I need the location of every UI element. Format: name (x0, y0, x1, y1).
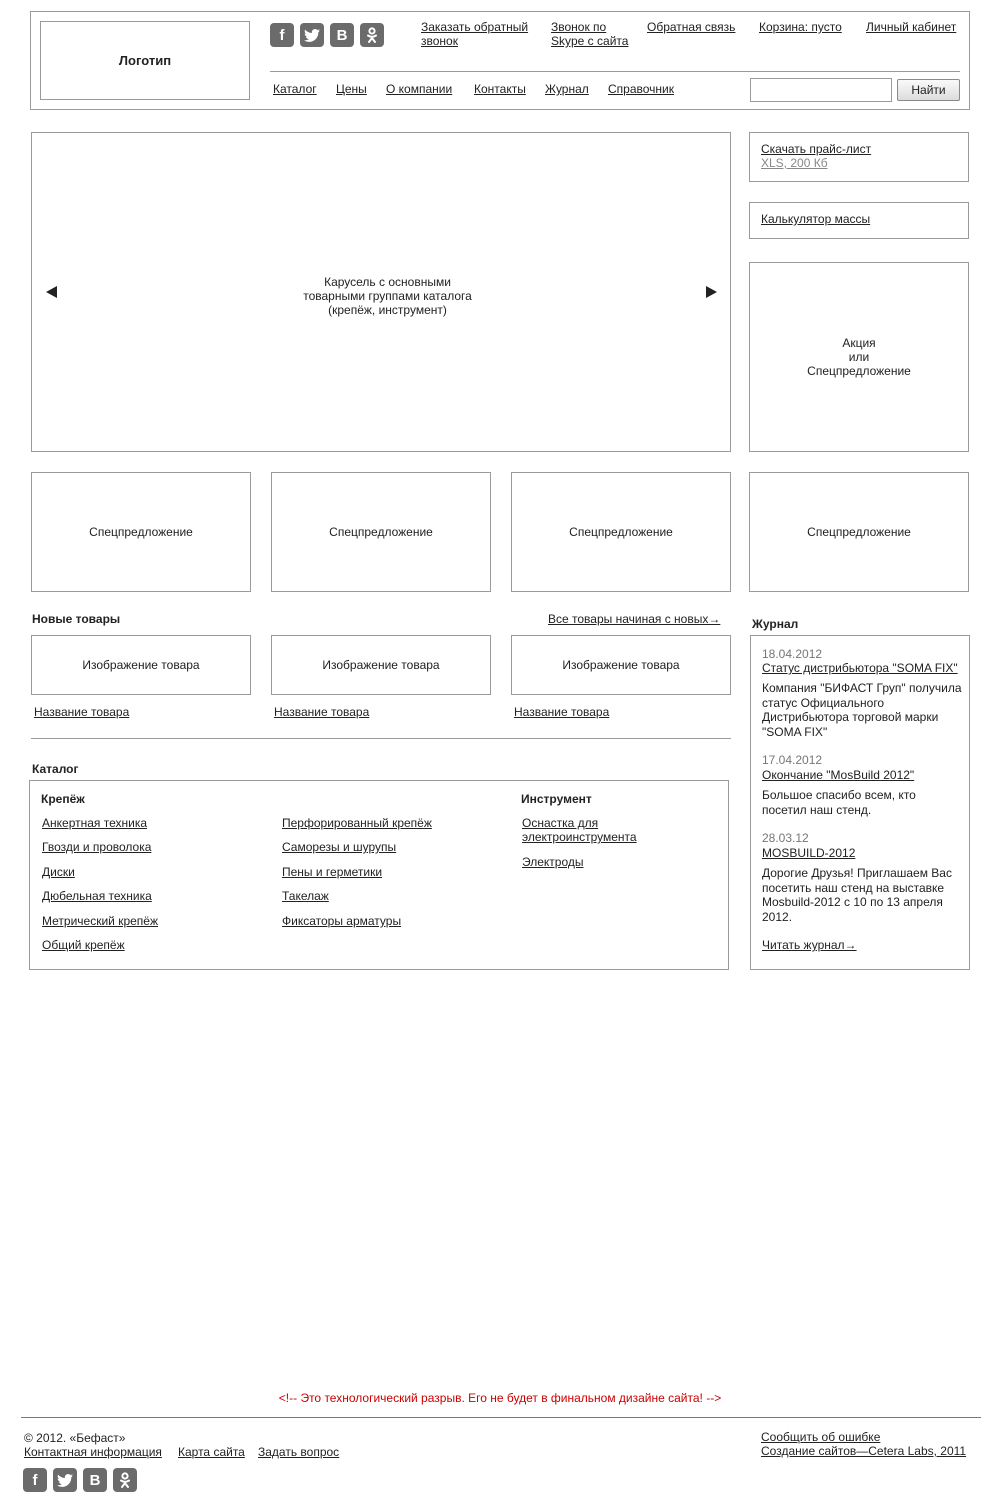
footer-contacts-link[interactable]: Контактная информация (24, 1445, 162, 1459)
new-products-title: Новые товары (32, 612, 121, 626)
facebook-icon[interactable]: f (270, 23, 294, 47)
carousel-prev-icon[interactable] (46, 286, 57, 298)
feedback-link[interactable]: Обратная связь (647, 20, 736, 34)
catalog-title: Каталог (32, 762, 79, 776)
catalog-link[interactable]: Саморезы и шурупы (282, 840, 397, 854)
vkontakte-icon[interactable]: B (83, 1468, 107, 1492)
product-image[interactable]: Изображение товара (511, 635, 731, 695)
product-name-link[interactable]: Название товара (514, 705, 610, 719)
journal-entry-link[interactable]: Статус дистрибьютора "SOMA FIX" (762, 661, 958, 675)
nav-catalog[interactable]: Каталог (273, 82, 317, 96)
read-journal-link[interactable]: Читать журнал→ (762, 938, 857, 952)
product-image[interactable]: Изображение товара (31, 635, 251, 695)
catalog-link[interactable]: Дюбельная техника (42, 889, 152, 903)
journal-date: 28.03.12 (762, 831, 809, 845)
skype-call-link[interactable]: Звонок по Skype с сайта (551, 20, 629, 48)
catalog-link[interactable]: Гвозди и проволока (42, 840, 152, 854)
journal-title: Журнал (752, 617, 799, 631)
promo-block[interactable] (749, 262, 969, 452)
catalog-link[interactable]: Метрический крепёж (42, 914, 158, 928)
catalog-link[interactable]: Пены и герметики (282, 865, 383, 879)
catalog-tools-heading: Инструмент (521, 792, 592, 806)
product-image[interactable]: Изображение товара (271, 635, 491, 695)
special-offer[interactable]: Спецпредложение (511, 472, 731, 592)
nav-journal[interactable]: Журнал (545, 82, 589, 96)
catalog-link[interactable]: Анкертная техника (42, 816, 148, 830)
nav-reference[interactable]: Справочник (608, 82, 674, 96)
twitter-icon[interactable] (53, 1468, 77, 1492)
account-link[interactable]: Личный кабинет (866, 20, 957, 34)
header-divider (270, 71, 960, 72)
journal-entry-link[interactable]: Окончание "MosBuild 2012" (762, 768, 915, 782)
tech-break-note: <!-- Это технологический разрыв. Его не будет в финальном дизайне сайта! --> (278, 1391, 722, 1405)
catalog-link[interactable]: Электроды (522, 855, 584, 869)
mass-calculator-link[interactable]: Калькулятор массы (761, 212, 871, 226)
price-file-meta[interactable]: XLS, 200 Кб (761, 156, 828, 170)
copyright: © 2012. «Бефаст» (24, 1431, 126, 1445)
search-button[interactable]: Найти (897, 79, 960, 101)
product-name-link[interactable]: Название товара (274, 705, 370, 719)
promo-line: или (848, 350, 870, 364)
journal-date: 17.04.2012 (762, 753, 823, 767)
catalog-fasteners-heading: Крепёж (41, 792, 85, 806)
promo-line: Спецпредложение (807, 364, 911, 378)
download-price-link[interactable]: Скачать прайс-лист (761, 142, 872, 156)
special-offer[interactable]: Спецпредложение (271, 472, 491, 592)
footer-ask-link[interactable]: Задать вопрос (258, 1445, 340, 1459)
catalog-link[interactable]: Диски (42, 865, 75, 879)
journal-entry-text: Компания "БИФАСТ Груп" получила статус Официального Дистрибьютора торговой марки "SOMA FIX" (762, 681, 962, 739)
odnoklassniki-icon[interactable] (113, 1468, 137, 1492)
footer-divider (21, 1417, 981, 1418)
special-offer[interactable]: Спецпредложение (749, 472, 969, 592)
journal-date: 18.04.2012 (762, 647, 823, 661)
journal-entry-text: Дорогие Друзья! Приглашаем Вас посетить наш стенд на выставке Mosbuild-2012 с 10 по 13 апреля 2012. (762, 866, 952, 924)
nav-about[interactable]: О компании (386, 82, 453, 96)
catalog-link[interactable]: Такелаж (282, 889, 329, 903)
cart-link[interactable]: Корзина: пусто (759, 20, 842, 34)
twitter-icon[interactable] (300, 23, 324, 47)
callback-link[interactable]: Заказать обратный звонок (421, 20, 529, 48)
journal-entry-text: Большое спасибо всем, кто посетил наш стенд. (762, 788, 916, 817)
section-divider (31, 738, 731, 739)
vkontakte-icon[interactable]: B (330, 23, 354, 47)
all-products-link[interactable]: Все товары начиная с новых→ (548, 612, 721, 626)
credits-link[interactable]: Создание сайтов—Cetera Labs, 2011 (761, 1444, 967, 1458)
catalog-link[interactable]: Перфорированный крепёж (282, 816, 432, 830)
logo[interactable]: Логотип (40, 21, 250, 100)
footer-sitemap-link[interactable]: Карта сайта (178, 1445, 245, 1459)
journal-entry-link[interactable]: MOSBUILD-2012 (762, 846, 856, 860)
nav-prices[interactable]: Цены (336, 82, 367, 96)
facebook-icon[interactable]: f (23, 1468, 47, 1492)
search-input[interactable] (750, 78, 892, 102)
nav-contacts[interactable]: Контакты (474, 82, 526, 96)
odnoklassniki-icon[interactable] (360, 23, 384, 47)
catalog-link[interactable]: Фиксаторы арматуры (282, 914, 402, 928)
product-name-link[interactable]: Название товара (34, 705, 130, 719)
report-error-link[interactable]: Сообщить об ошибке (761, 1430, 881, 1444)
catalog-link[interactable]: Оснастка для электроинструмента (522, 816, 637, 844)
carousel-caption: Карусель с основными товарными группами каталога (крепёж, инструмент) (303, 275, 472, 317)
catalog-link[interactable]: Общий крепёж (42, 938, 125, 952)
carousel-next-icon[interactable] (706, 286, 717, 298)
promo-line: Акция (842, 336, 876, 350)
special-offer[interactable]: Спецпредложение (31, 472, 251, 592)
